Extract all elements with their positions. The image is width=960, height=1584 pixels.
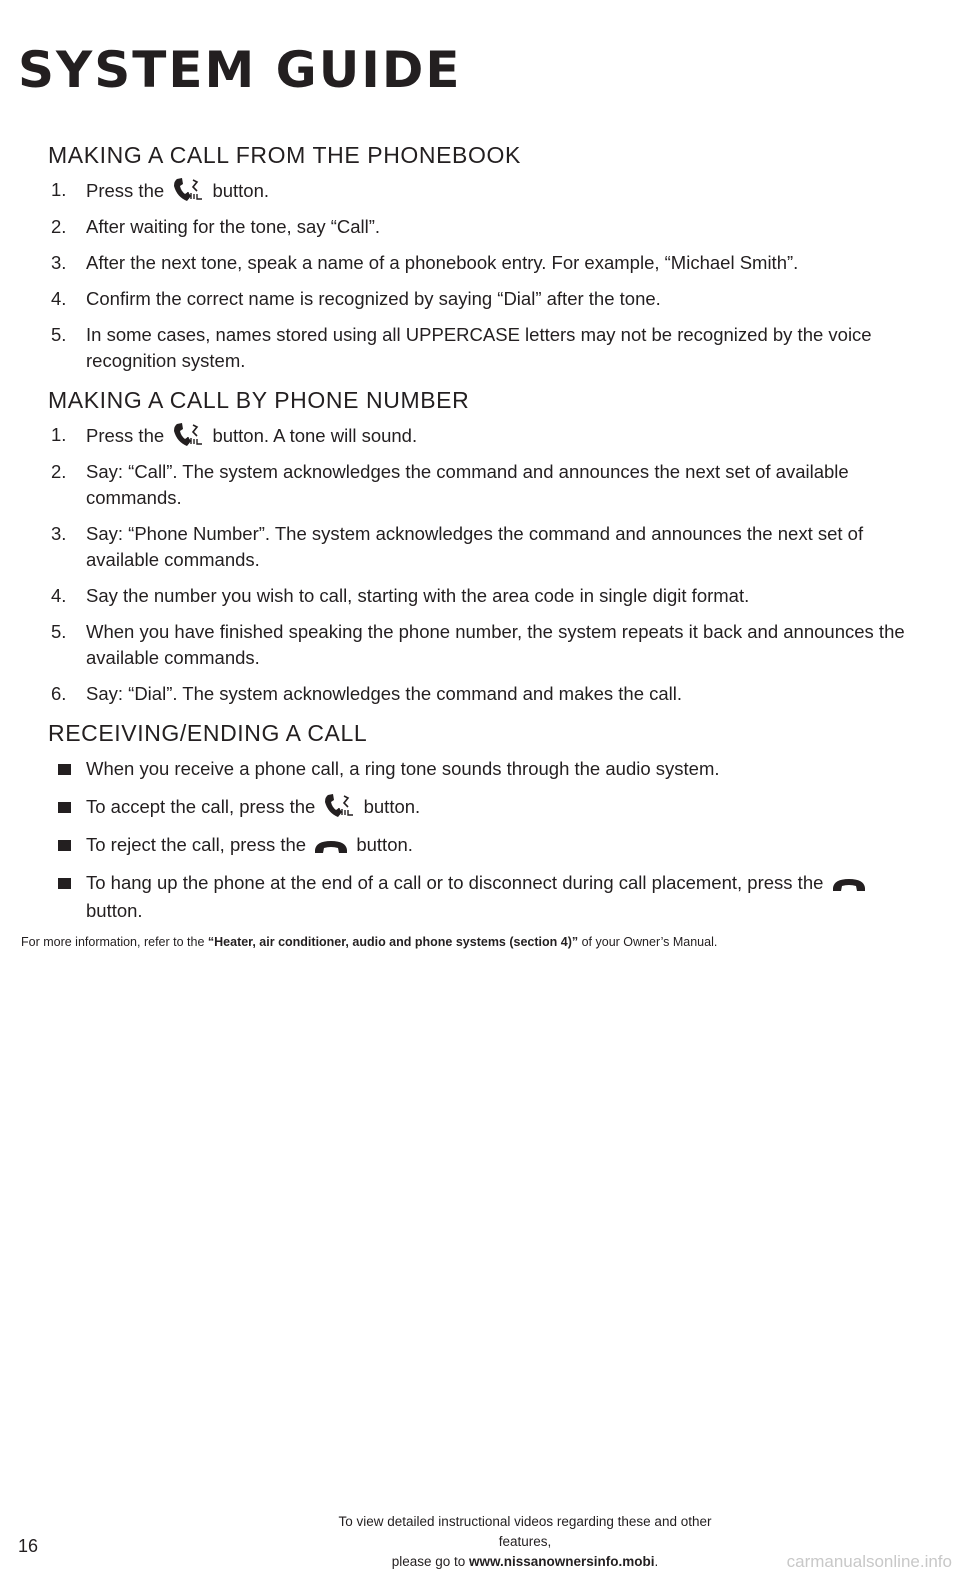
step-number: 5. xyxy=(51,324,67,345)
step-text: In some cases, names stored using all UPPERCASE letters may not be recognized by the voice recognition system. xyxy=(86,324,872,371)
step-number: 1. xyxy=(51,179,67,200)
receiving-ending-bullets xyxy=(48,755,908,925)
section-heading-phone-number: MAKING A CALL BY PHONE NUMBER xyxy=(48,387,470,413)
step-text: Confirm the correct name is recognized by saying “Dial” after the tone. xyxy=(86,288,661,309)
bullet-text-before: To reject the call, press the xyxy=(86,834,307,855)
phone-hangup-icon xyxy=(831,875,867,895)
phone-voice-icon xyxy=(171,422,205,448)
list-item xyxy=(48,755,908,783)
step-text-after: button. xyxy=(212,180,270,201)
bullet-text-after: button. xyxy=(363,796,421,817)
step-number: 2. xyxy=(51,216,67,237)
step-number: 4. xyxy=(51,585,67,606)
list-item xyxy=(48,286,908,312)
footer-line-1: To view detailed instructional videos regarding these and other features, xyxy=(338,1514,712,1549)
list-item xyxy=(48,422,908,449)
list-item xyxy=(48,583,908,609)
step-text: Say: “Call”. The system acknowledges the command and announces the next set of available commands. xyxy=(86,461,849,508)
list-item xyxy=(48,619,908,671)
step-number: 5. xyxy=(51,621,67,642)
step-number: 6. xyxy=(51,683,67,704)
step-text-before: Press the xyxy=(86,180,165,201)
list-item xyxy=(48,831,908,859)
step-number: 3. xyxy=(51,252,67,273)
footer xyxy=(330,1512,720,1572)
step-text-before: Press the xyxy=(86,425,165,446)
step-text: After waiting for the tone, say “Call”. xyxy=(86,216,381,237)
note-prefix: For more information, refer to the xyxy=(21,935,205,949)
footer-line-2-prefix: please go to xyxy=(391,1554,466,1569)
list-item xyxy=(48,250,908,276)
phone-hangup-icon xyxy=(313,837,349,857)
step-number: 3. xyxy=(51,523,67,544)
list-item xyxy=(48,177,908,204)
list-item xyxy=(48,869,908,925)
phone-voice-icon xyxy=(322,793,356,819)
watermark: carmanualsonline.info xyxy=(786,1552,952,1571)
step-number: 4. xyxy=(51,288,67,309)
page-title: SYSTEM GUIDE xyxy=(18,41,462,99)
footer-line-2-suffix: . xyxy=(654,1554,659,1569)
note-reference: “Heater, air conditioner, audio and phone systems (section 4)” xyxy=(207,935,579,949)
bullet-text-before: To accept the call, press the xyxy=(86,796,316,817)
section-heading-phonebook: MAKING A CALL FROM THE PHONEBOOK xyxy=(48,142,521,168)
owners-manual-note xyxy=(21,935,921,949)
bullet-square-icon xyxy=(58,764,71,775)
phone-voice-icon xyxy=(171,177,205,203)
step-text: Say: “Phone Number”. The system acknowledges the command and announces the next set of available commands. xyxy=(86,523,864,570)
list-item xyxy=(48,681,908,707)
phone-number-steps xyxy=(48,422,908,707)
list-item xyxy=(48,214,908,240)
step-text: After the next tone, speak a name of a phonebook entry. For example, “Michael Smith”. xyxy=(86,252,799,273)
step-number: 1. xyxy=(51,424,67,445)
note-suffix: of your Owner’s Manual. xyxy=(581,935,718,949)
step-text: When you have finished speaking the phone number, the system repeats it back and announces the available commands. xyxy=(86,621,905,668)
bullet-square-icon xyxy=(58,878,71,889)
list-item xyxy=(48,793,908,821)
footer-url-link[interactable]: www.nissanownersinfo.mobi xyxy=(469,1554,655,1569)
bullet-text-after: button. xyxy=(86,900,143,921)
bullet-text: When you receive a phone call, a ring tone sounds through the audio system. xyxy=(86,758,720,779)
bullet-text-after: button. xyxy=(356,834,413,855)
step-text: Say the number you wish to call, starting with the area code in single digit format. xyxy=(86,585,750,606)
list-item xyxy=(48,459,908,511)
section-heading-receiving-ending: RECEIVING/ENDING A CALL xyxy=(48,720,368,746)
content xyxy=(21,140,908,949)
bullet-text-before: To hang up the phone at the end of a call or to disconnect during call placement, press the xyxy=(86,872,824,893)
phonebook-steps xyxy=(48,177,908,374)
list-item xyxy=(48,322,908,374)
step-text-after: button. A tone will sound. xyxy=(212,425,418,446)
step-text: Say: “Dial”. The system acknowledges the command and makes the call. xyxy=(86,683,683,704)
list-item xyxy=(48,521,908,573)
page-number: 16 xyxy=(18,1536,39,1556)
bullet-square-icon xyxy=(58,840,71,851)
bullet-square-icon xyxy=(58,802,71,813)
footer-line-2 xyxy=(330,1552,720,1572)
step-number: 2. xyxy=(51,461,67,482)
